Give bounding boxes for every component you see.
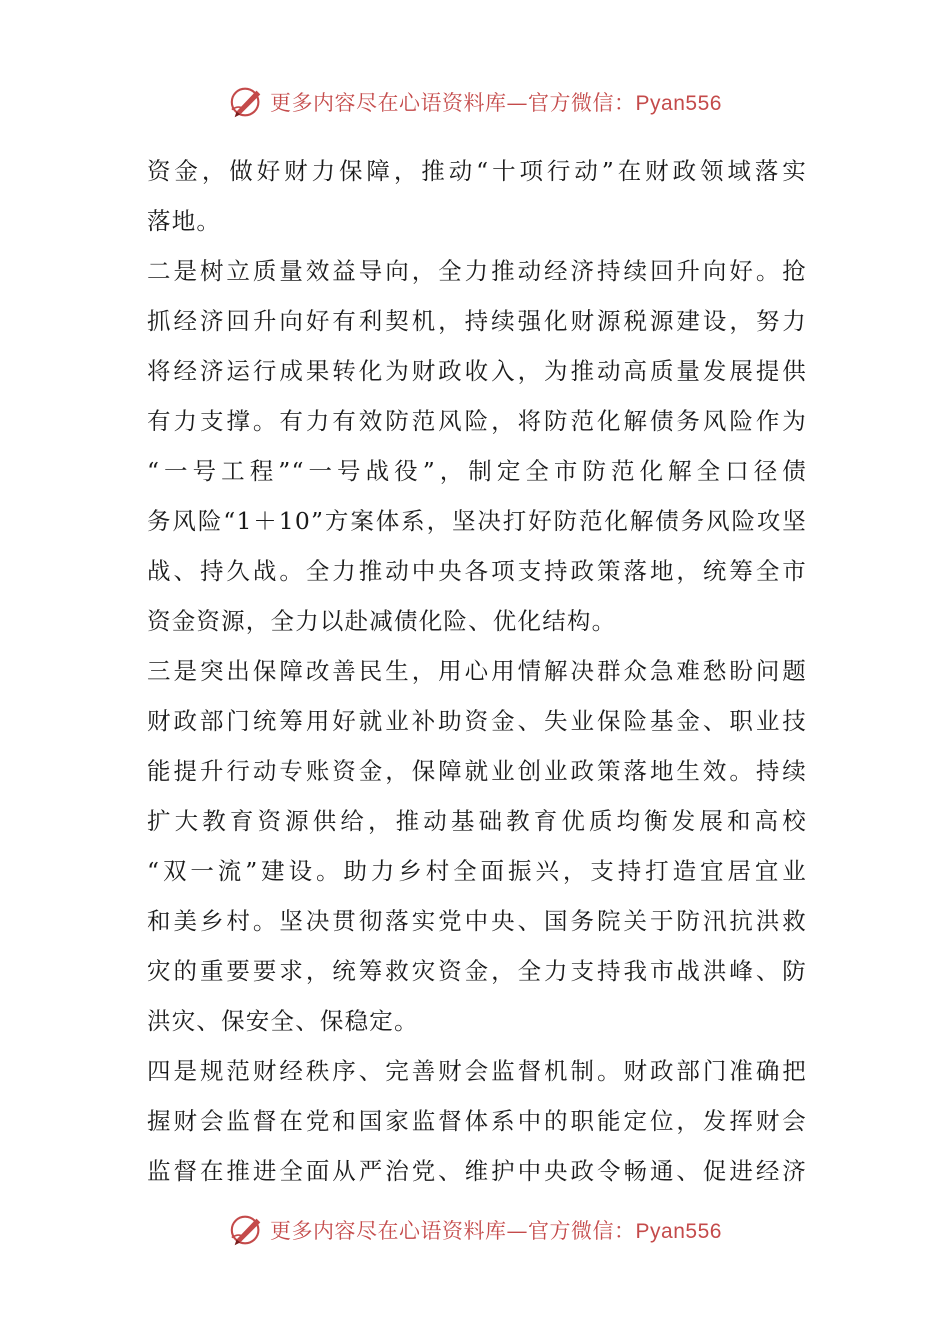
text-line: 三是突出保障改善民生，用心用情解决群众急难愁盼问题 xyxy=(147,657,807,685)
text-line: 二是树立质量效益导向，全力推动经济持续回升向好。抢 xyxy=(147,257,807,285)
text-line: 能提升行动专账资金，保障就业创业政策落地生效。持续 xyxy=(147,757,807,785)
text-line: 将经济运行成果转化为财政收入，为推动高质量发展提供 xyxy=(147,357,807,385)
text-line: 抓经济回升向好有利契机，持续强化财源税源建设，努力 xyxy=(147,307,807,335)
text-line: 和美乡村。坚决贯彻落实党中央、国务院关于防汛抗洪救 xyxy=(147,907,807,935)
text-line: 落地。 xyxy=(147,207,222,235)
text-line: 务风险“1＋10”方案体系，坚决打好防范化解债务风险攻坚 xyxy=(147,507,807,535)
text-line: 资金，做好财力保障，推动“十项行动”在财政领域落实 xyxy=(147,157,807,185)
text-line: “一号工程”“一号战役”，制定全市防范化解全口径债 xyxy=(147,457,807,485)
footer-banner xyxy=(0,1208,950,1252)
text-line: 洪灾、保安全、保稳定。 xyxy=(147,1007,419,1035)
text-line: 战、持久战。全力推动中央各项支持政策落地，统筹全市 xyxy=(147,557,807,585)
wechat-id: Pyan556 xyxy=(635,1220,722,1243)
text-line: 扩大教育资源供给，推动基础教育优质均衡发展和高校 xyxy=(147,807,807,835)
text-line: “双一流”建设。助力乡村全面振兴，支持打造宜居宜业 xyxy=(147,857,807,885)
text-line: 四是规范财经秩序、完善财会监督机制。财政部门准确把 xyxy=(147,1057,807,1085)
pen-logo-icon xyxy=(228,1211,266,1249)
text-line: 灾的重要要求，统筹救灾资金，全力支持我市战洪峰、防 xyxy=(147,957,807,985)
text-line: 财政部门统筹用好就业补助资金、失业保险基金、职业技 xyxy=(147,707,807,735)
banner-text: 更多内容尽在心语资料库—官方微信：Pyan556 xyxy=(270,91,722,115)
text-line: 资金资源，全力以赴减债化险、优化结构。 xyxy=(147,607,617,635)
banner-text: 更多内容尽在心语资料库—官方微信：Pyan556 xyxy=(270,1219,722,1243)
pen-logo-icon xyxy=(228,83,266,121)
header-banner xyxy=(0,80,950,124)
wechat-id: Pyan556 xyxy=(635,92,722,115)
text-line: 监督在推进全面从严治党、维护中央政令畅通、促进经济 xyxy=(147,1157,807,1185)
text-line: 有力支撑。有力有效防范风险，将防范化解债务风险作为 xyxy=(147,407,807,435)
document-body xyxy=(147,146,807,1196)
text-line: 握财会监督在党和国家监督体系中的职能定位，发挥财会 xyxy=(147,1107,807,1135)
